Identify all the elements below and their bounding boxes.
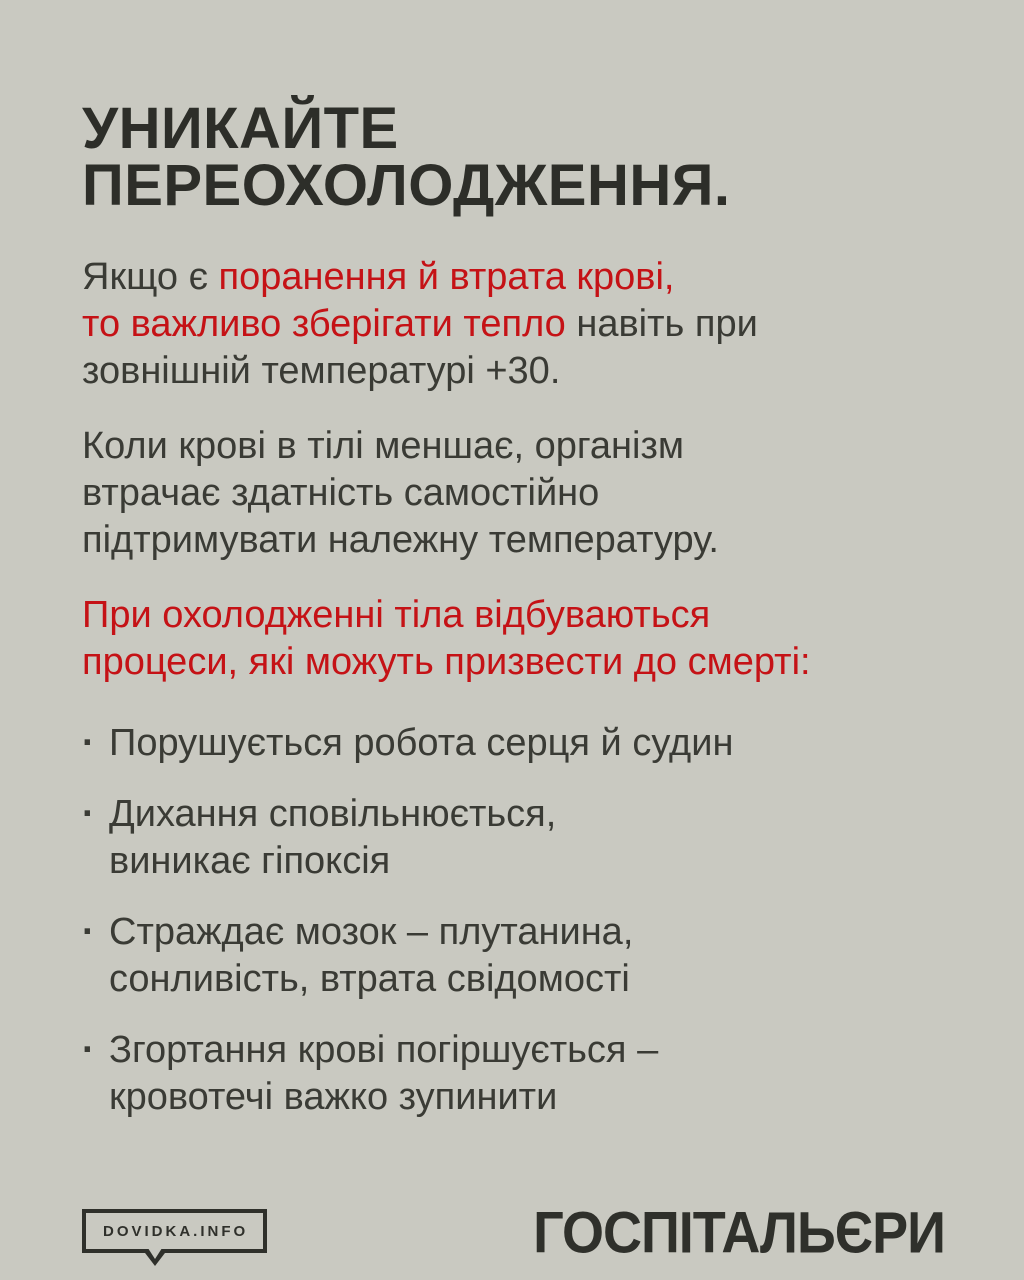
intro-text-dark-1: Якщо є	[82, 256, 219, 298]
title-line-1: УНИКАЙТЕ	[82, 96, 399, 161]
list-item-line: виникає гіпоксія	[109, 840, 391, 882]
list-item-line: сонливість, втрата свідомості	[109, 958, 630, 1000]
list-item-line: кровотечі важко зупинити	[109, 1076, 558, 1118]
list-item-heart	[82, 720, 945, 767]
intro-text-dark-2: навіть при	[576, 303, 758, 345]
warning-paragraph	[82, 592, 945, 686]
list-item-text	[109, 791, 556, 885]
list-item-brain	[82, 909, 945, 1003]
intro-text-red-1: поранення й втрата крові,	[218, 256, 675, 298]
page-title	[82, 96, 945, 218]
title-line-2: ПЕРЕОХОЛОДЖЕННЯ.	[82, 153, 731, 218]
intro-text-red-2: то важливо зберігати тепло	[82, 303, 577, 345]
bullet-marker-icon: ·	[82, 1029, 95, 1071]
list-item-clotting	[82, 1027, 945, 1121]
dovidka-info-badge	[82, 1209, 267, 1253]
list-item-line: Згортання крові погіршується –	[109, 1029, 659, 1071]
list-item-text	[109, 720, 733, 767]
list-item-line: Страждає мозок – плутанина,	[109, 911, 634, 953]
footer	[82, 1200, 945, 1266]
bullet-marker-icon: ·	[82, 722, 95, 764]
body-line-3: підтримувати належну температуру.	[82, 519, 719, 561]
list-item-breathing	[82, 791, 945, 885]
hospitallers-logo: ГОСПІТАЛЬЄРИ	[533, 1200, 945, 1266]
warning-line-1: При охолодженні тіла відбуваються	[82, 594, 711, 636]
warning-line-2: процеси, які можуть призвести до смерті:	[82, 641, 811, 683]
intro-text-dark-3: зовнішній температурі +30.	[82, 350, 561, 392]
speech-bubble-pointer-icon	[142, 1249, 168, 1266]
dovidka-info-label: DOVIDKA.INFO	[103, 1223, 249, 1240]
list-item-text	[109, 1027, 658, 1121]
list-item-line: Порушується робота серця й судин	[109, 722, 734, 764]
body-line-2: втрачає здатність самостійно	[82, 472, 600, 514]
body-line-1: Коли крові в тілі меншає, організм	[82, 425, 685, 467]
intro-paragraph	[82, 254, 945, 395]
list-item-line: Дихання сповільнюється,	[109, 793, 557, 835]
list-item-text	[109, 909, 633, 1003]
body-paragraph	[82, 423, 945, 564]
bullet-marker-icon: ·	[82, 911, 95, 953]
bullet-marker-icon: ·	[82, 793, 95, 835]
consequences-list	[82, 720, 945, 1121]
